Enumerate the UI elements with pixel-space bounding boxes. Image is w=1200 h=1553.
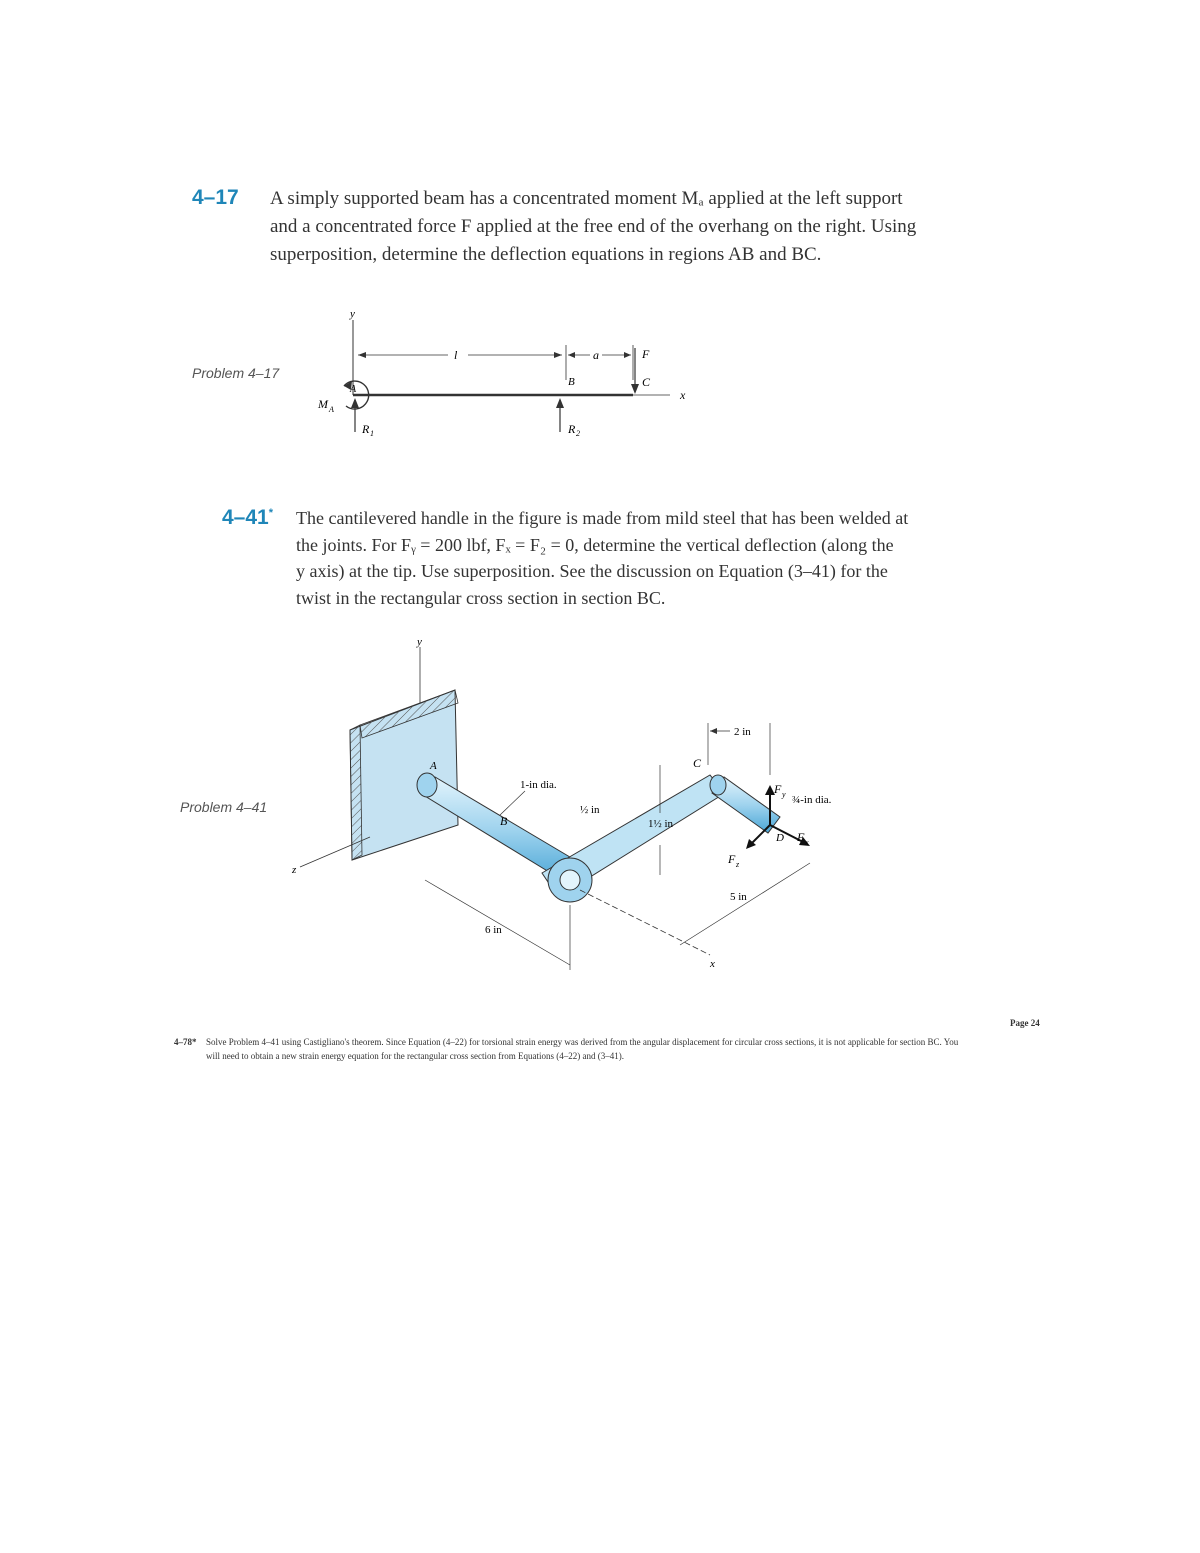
problem-4-41-figure-label: Problem 4–41 <box>180 799 268 815</box>
problem-4-41-number <box>222 506 273 530</box>
problem-4-17-line-1: A simply supported beam has a concentrated moment Mₐ applied at the left support <box>270 188 903 209</box>
dim-l-arrow-right <box>554 352 562 358</box>
x-axis-label: x <box>710 958 715 970</box>
reaction-r2-sub: 2 <box>576 429 580 438</box>
point-a-label: A <box>350 384 357 395</box>
one-inch-dia-label: 1-in dia. <box>520 779 557 791</box>
y-axis-label: y <box>417 636 422 648</box>
dim-6in-line <box>425 880 570 965</box>
handle-diagram <box>280 635 860 975</box>
force-fy-label: F <box>774 782 782 796</box>
force-f-label: F <box>642 347 650 361</box>
dim-l-arrow-left <box>358 352 366 358</box>
dim-2in-arrow <box>710 728 717 734</box>
point-d-label: D <box>776 832 784 844</box>
six-inch-label: 6 in <box>485 924 502 936</box>
reaction-r1-label: R <box>362 422 370 436</box>
dim-5in-line <box>680 863 810 945</box>
joint-b-hole <box>560 870 580 890</box>
one-inch-dia-leader <box>500 791 525 815</box>
problem-4-17-statement <box>270 185 1030 269</box>
problem-4-78-line-1: Solve Problem 4–41 using Castigliano's theorem. Since Equation (4–22) for torsional strain energy was derived from the angular displacement for circular cross sections, it is not applicable for section BC. You <box>206 1037 959 1047</box>
two-inch-label: 2 in <box>734 726 751 738</box>
problem-4-17-line-3: superposition, determine the deflection equations in regions AB and BC. <box>270 244 822 265</box>
dim-a-label: a <box>593 348 599 362</box>
five-inch-label: 5 in <box>730 891 747 903</box>
problem-4-78-statement <box>206 1035 1046 1063</box>
problem-4-41-line-2: the joints. For Fᵧ = 200 lbf, Fₓ = F₂ = 0, determine the vertical deflection (along the <box>296 534 894 555</box>
problem-4-41-statement <box>296 505 996 611</box>
y-axis-label: y <box>350 308 355 320</box>
page-number: Page 24 <box>1010 1018 1040 1028</box>
force-fx-sub: x <box>805 838 809 847</box>
problem-4-17-line-2: and a concentrated force F applied at the free end of the overhang on the right. Using <box>270 216 917 237</box>
x-axis-line <box>580 890 710 955</box>
rod-ab-end <box>417 773 437 797</box>
force-fx-label: F <box>797 830 805 844</box>
half-inch-label: ½ in <box>580 804 600 816</box>
moment-ma-sub: A <box>329 405 334 414</box>
force-f-arrow <box>631 384 639 394</box>
problem-4-41-line-3: y axis) at the tip. Use superposition. See the discussion on Equation (3–41) for the <box>296 561 888 581</box>
problem-4-17-figure-label: Problem 4–17 <box>192 365 280 381</box>
moment-ma-label: M <box>318 397 328 411</box>
z-axis-label: z <box>292 864 297 876</box>
point-a-label: A <box>430 760 437 772</box>
force-fz-line <box>750 825 770 845</box>
three-quarter-dia-label: ¾-in dia. <box>792 794 832 806</box>
reaction-r1-sub: 1 <box>370 429 374 438</box>
force-fz-label: F <box>728 852 736 866</box>
dim-a-arrow-left <box>568 352 575 358</box>
reaction-r2-label: R <box>568 422 576 436</box>
problem-4-41-number-text: 4–41 <box>222 506 269 529</box>
point-b-label: B <box>568 376 575 388</box>
force-fz-sub: z <box>736 860 740 869</box>
reaction-r2-arrow <box>556 398 564 408</box>
problem-4-41-star: * <box>268 507 273 519</box>
problem-4-17-number: 4–17 <box>192 186 239 209</box>
force-fy-sub: y <box>782 790 786 799</box>
dim-l-label: l <box>454 348 458 362</box>
reaction-r1-arrow <box>351 398 359 408</box>
problem-4-78-number: 4–78* <box>174 1037 197 1047</box>
x-axis-label: x <box>680 388 686 402</box>
dim-a-arrow-right <box>624 352 631 358</box>
beam-diagram <box>300 300 720 450</box>
one-half-inch-label: 1½ in <box>648 818 674 830</box>
point-c-label: C <box>642 375 651 389</box>
problem-4-41-line-4: twist in the rectangular cross section in section BC. <box>296 587 666 608</box>
point-c-label: C <box>693 756 702 770</box>
rod-cd-end <box>710 775 726 795</box>
wall-hatch-left <box>350 725 362 860</box>
point-b-label: B <box>500 814 508 828</box>
problem-4-41-line-1: The cantilevered handle in the figure is made from mild steel that has been welded at <box>296 508 909 528</box>
problem-4-78-line-2: will need to obtain a new strain energy equation for the rectangular cross section from Equations (4–22) and (3–41). <box>206 1051 624 1061</box>
